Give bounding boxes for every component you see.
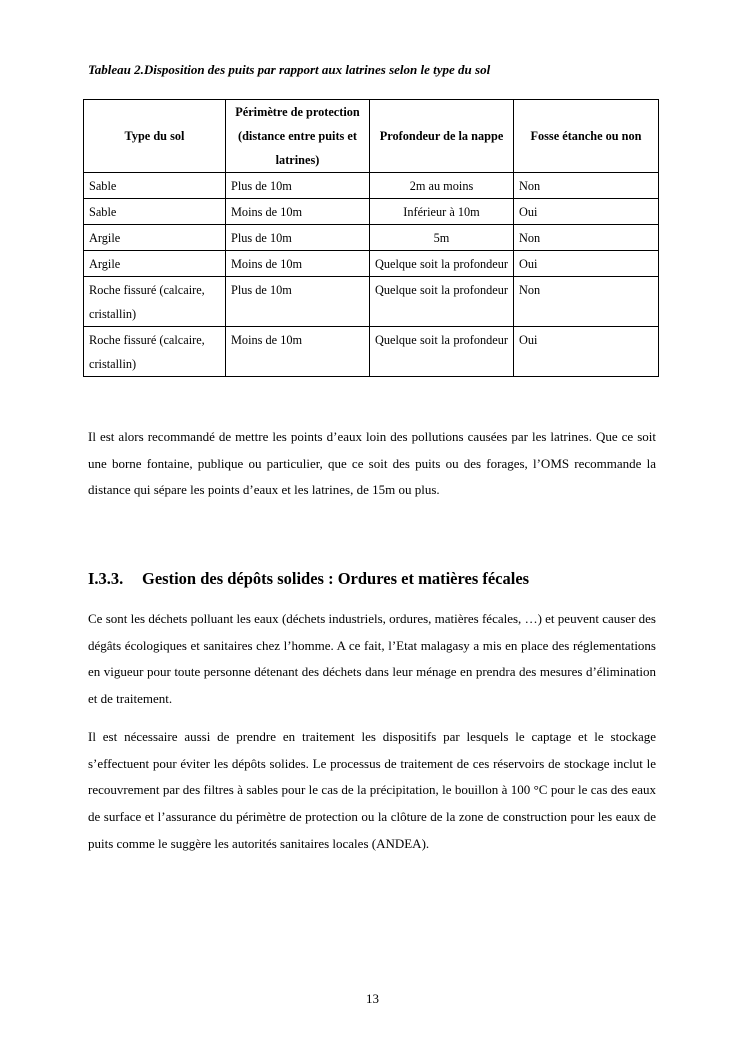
table-header-row xyxy=(84,100,659,173)
page-number: 13 xyxy=(366,991,379,1006)
section-heading xyxy=(88,569,529,589)
cell-sealed: Oui xyxy=(514,327,659,377)
cell-depth: 5m xyxy=(370,225,514,251)
cell-soil-type: Sable xyxy=(84,199,226,225)
cell-perimeter: Moins de 10m xyxy=(226,199,370,225)
cell-perimeter: Plus de 10m xyxy=(226,277,370,327)
header-soil-type: Type du sol xyxy=(84,100,226,173)
cell-soil-type: Roche fissuré (calcaire, cristallin) xyxy=(84,277,226,327)
table-row xyxy=(84,173,659,199)
cell-depth: Quelque soit la profondeur xyxy=(370,277,514,327)
header-water-depth: Profondeur de la nappe xyxy=(370,100,514,173)
cell-depth: Inférieur à 10m xyxy=(370,199,514,225)
table-row xyxy=(84,277,659,327)
cell-perimeter: Moins de 10m xyxy=(226,251,370,277)
cell-perimeter: Moins de 10m xyxy=(226,327,370,377)
cell-soil-type: Argile xyxy=(84,225,226,251)
cell-perimeter: Plus de 10m xyxy=(226,173,370,199)
cell-soil-type: Roche fissuré (calcaire, cristallin) xyxy=(84,327,226,377)
cell-depth: Quelque soit la profondeur xyxy=(370,327,514,377)
cell-depth: 2m au moins xyxy=(370,173,514,199)
paragraph-distance-recommendation: Il est alors recommandé de mettre les points d’eaux loin des pollutions causées par les latrines. Que ce soit une borne fontaine, publique ou particulier, que ce soit des puits ou des forages, l’OMS recommande la distance qui sépare les points d’eaux et les latrines, de 15m ou plus. xyxy=(88,429,656,498)
table-row xyxy=(84,225,659,251)
cell-sealed: Non xyxy=(514,225,659,251)
header-sealed-pit: Fosse étanche ou non xyxy=(514,100,659,173)
cell-soil-type: Sable xyxy=(84,173,226,199)
paragraph-waste-description: Ce sont les déchets polluant les eaux (déchets industriels, ordures, matières fécales, …) et peuvent causer des dégâts écologiques et sanitaires chez l’homme. A ce fait, l’Etat malagasy a mis en place des réglementations en vigueur pour toute personne détenant des déchets dans leur ménage en prendra des mesures d’élimination et de traitement. xyxy=(88,611,656,707)
cell-sealed: Oui xyxy=(514,199,659,225)
paragraph-treatment: Il est nécessaire aussi de prendre en traitement les dispositifs par lesquels le captage et le stockage s’effectuent pour éviter les dépôts solides. Le processus de traitement de ces réservoirs de stockage inclut le recouvrement par des filtres à sables pour le cas de la précipitation, le bouillon à 100 °C pour le cas des eaux de surface et l’assurance du périmètre de protection ou la clôture de la zone de construction pour les eaux de puits comme le suggère les autorités sanitaires locales (ANDEA). xyxy=(88,729,656,851)
cell-sealed: Oui xyxy=(514,251,659,277)
table-caption: Tableau 2.Disposition des puits par rapport aux latrines selon le type du sol xyxy=(88,62,491,77)
cell-soil-type: Argile xyxy=(84,251,226,277)
cell-sealed: Non xyxy=(514,173,659,199)
table-row xyxy=(84,251,659,277)
table-row xyxy=(84,199,659,225)
cell-perimeter: Plus de 10m xyxy=(226,225,370,251)
header-protection-perimeter: Périmètre de protection (distance entre puits et latrines) xyxy=(226,100,370,173)
table-row xyxy=(84,327,659,377)
cell-depth: Quelque soit la profondeur xyxy=(370,251,514,277)
soil-table xyxy=(83,99,659,377)
cell-sealed: Non xyxy=(514,277,659,327)
section-number: I.3.3. xyxy=(88,569,124,588)
section-title: Gestion des dépôts solides : Ordures et matières fécales xyxy=(142,569,530,588)
